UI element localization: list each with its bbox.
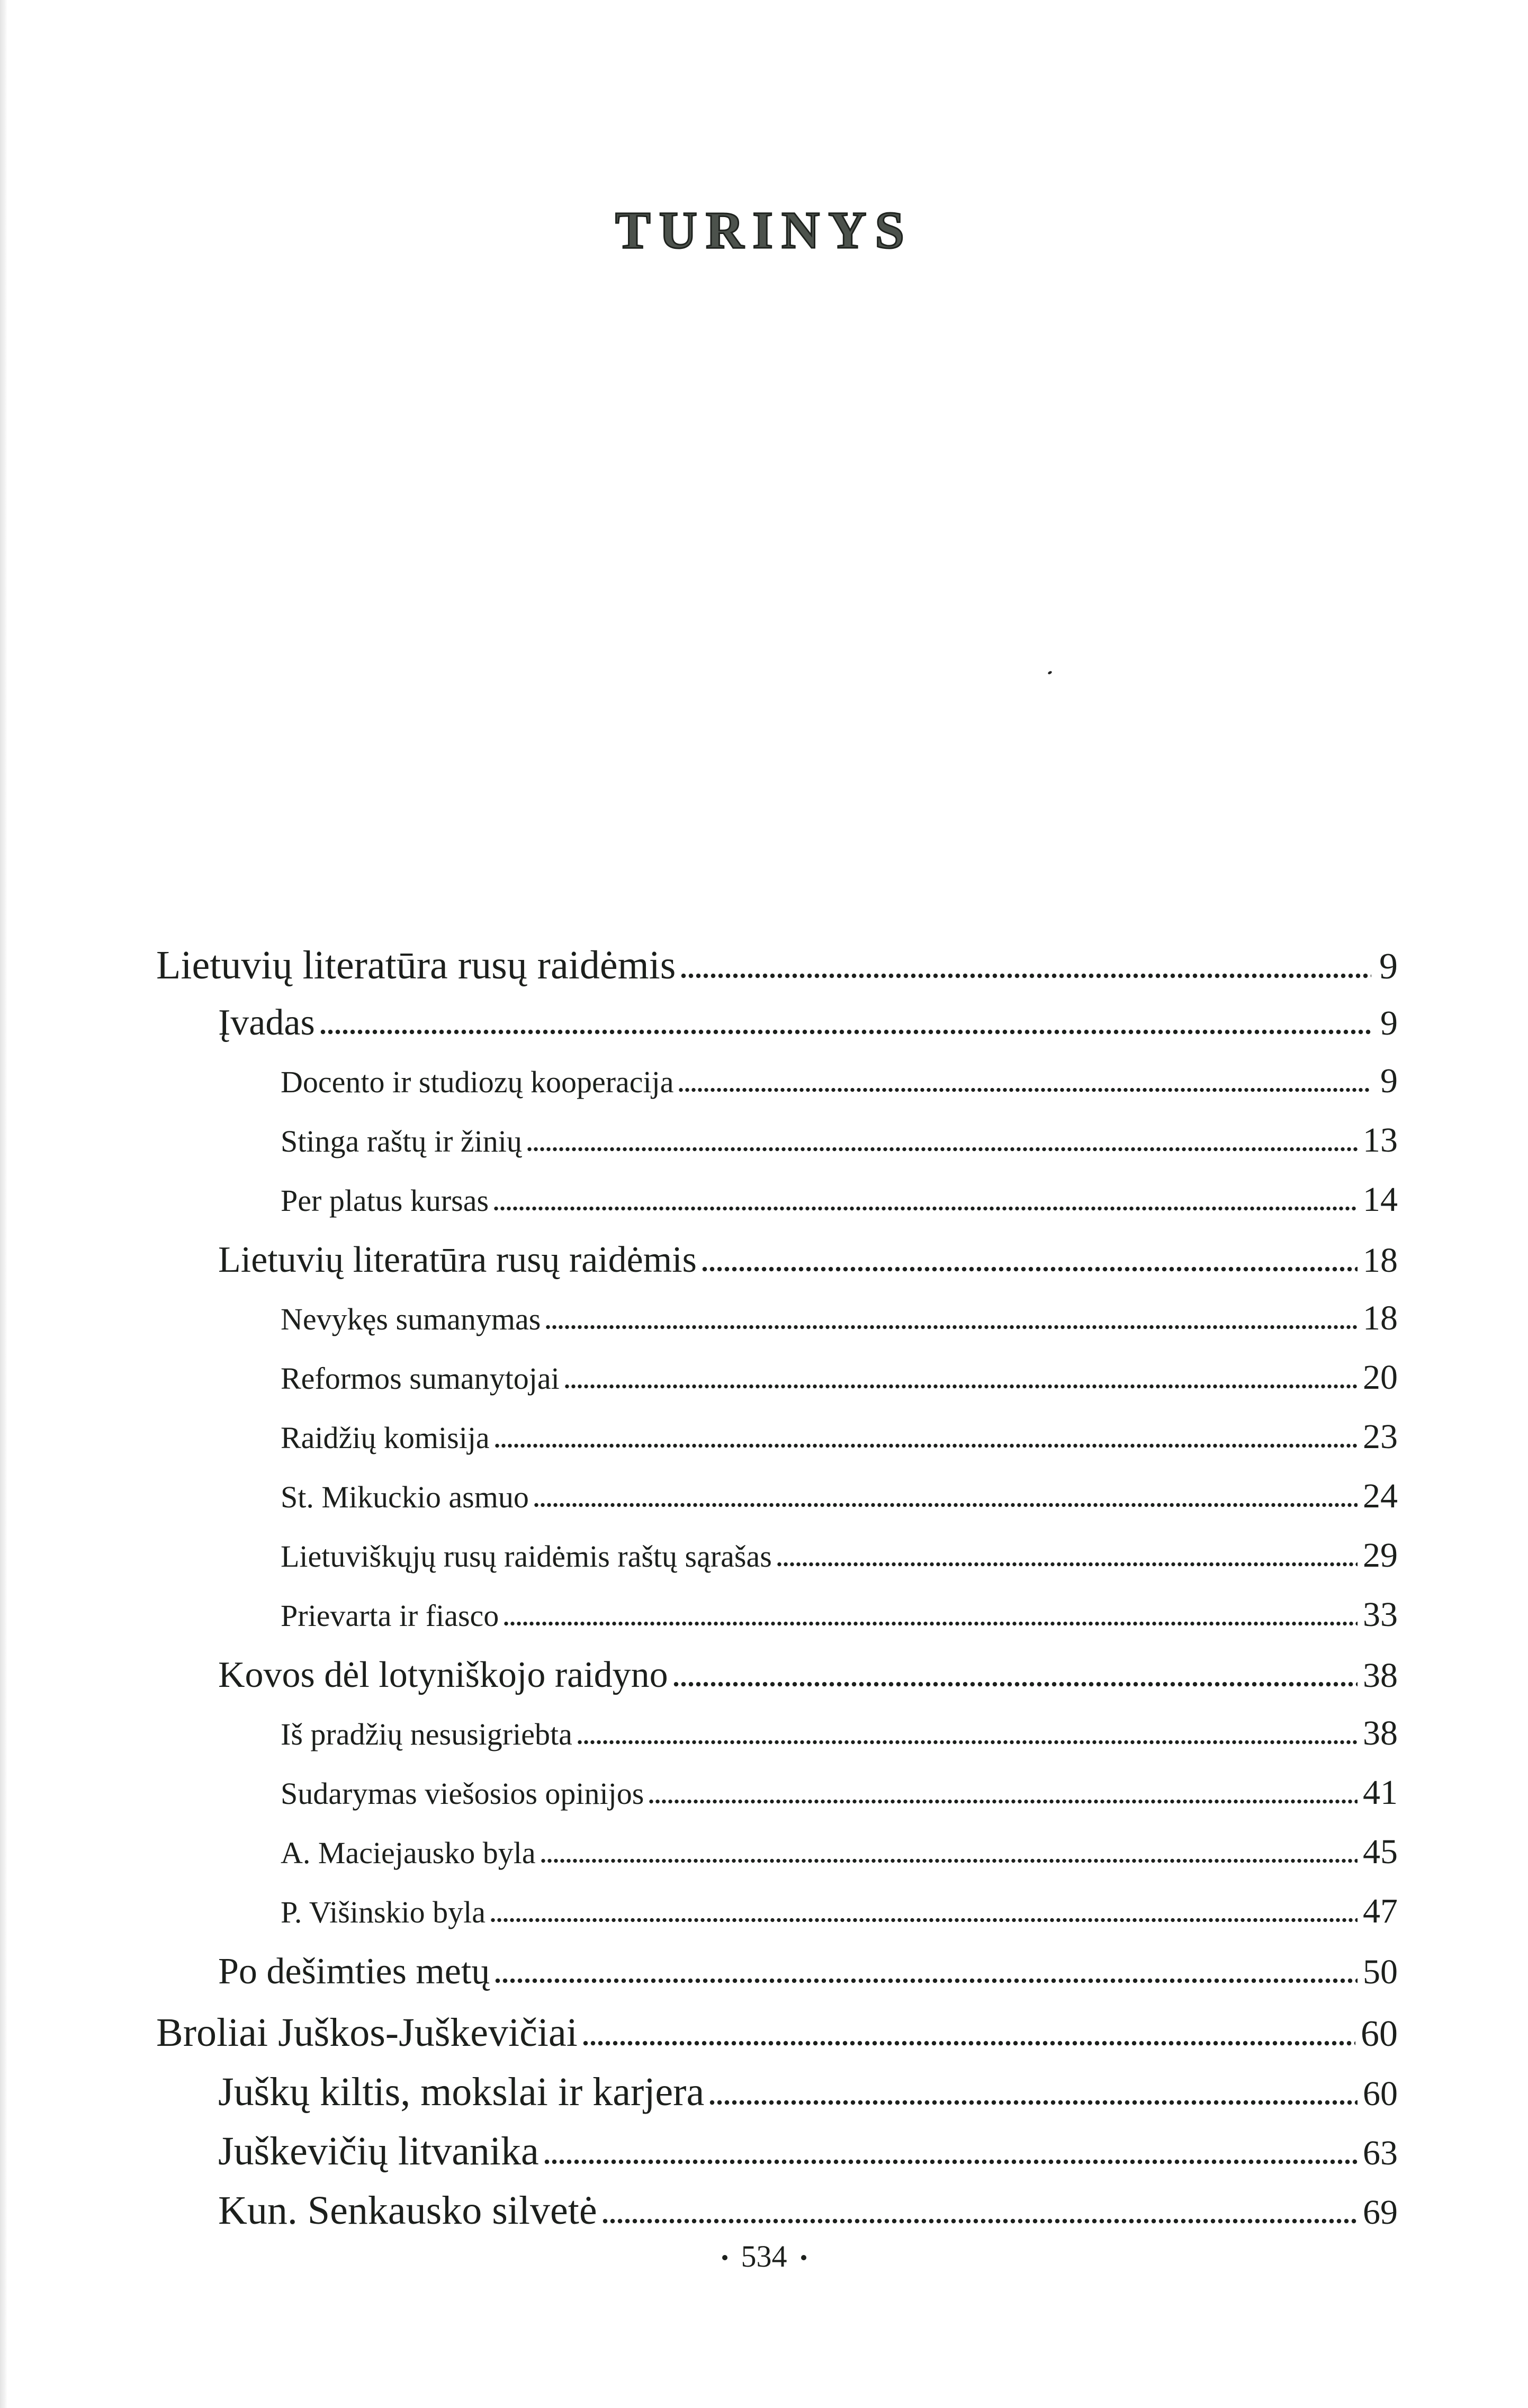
toc-entry-title: Įvadas — [218, 1002, 315, 1043]
toc-entry-page-number: 13 — [1363, 1121, 1398, 1160]
page-footer — [0, 2239, 1528, 2274]
toc-entry-page-number: 45 — [1363, 1832, 1398, 1871]
toc-entry-page-number: 47 — [1363, 1892, 1398, 1930]
toc-entry-page-number: 20 — [1363, 1358, 1398, 1397]
toc-entry-title: Raidžių komisija — [281, 1421, 490, 1455]
toc-entry[interactable] — [281, 1061, 1398, 1120]
dot-leader — [648, 1798, 1358, 1804]
toc-entry[interactable] — [281, 1120, 1398, 1180]
dot-leader — [564, 1382, 1358, 1389]
toc-entry-page-number: 41 — [1363, 1773, 1398, 1812]
toc-entry-title: Kovos dėl lotyniškojo raidyno — [218, 1655, 668, 1695]
dot-leader — [545, 1323, 1358, 1329]
toc-entry-title: Broliai Juškos-Juškevičiai — [156, 2010, 578, 2055]
dot-leader — [319, 1027, 1371, 1035]
toc-entry[interactable] — [281, 1891, 1398, 1951]
toc-entry-title: Iš pradžių nesusigriebta — [281, 1717, 572, 1751]
toc-entry[interactable] — [281, 1417, 1398, 1476]
footer-dot-right — [801, 2255, 806, 2260]
toc-entry[interactable] — [281, 1358, 1398, 1417]
toc-entry-page-number: 38 — [1363, 1656, 1398, 1695]
toc-entry[interactable] — [281, 1595, 1398, 1654]
dot-leader — [493, 1205, 1358, 1211]
toc-entry-title: Stinga raštų ir žinių — [281, 1124, 522, 1158]
toc-entry-page-number: 38 — [1363, 1714, 1398, 1753]
toc-entry-page-number: 63 — [1363, 2134, 1398, 2172]
toc-entry[interactable] — [218, 1654, 1398, 1713]
toc-entry-page-number: 24 — [1363, 1477, 1398, 1515]
dot-leader — [543, 2157, 1358, 2164]
toc-entry[interactable] — [281, 1713, 1398, 1773]
toc-entry-page-number: 60 — [1363, 2074, 1398, 2113]
dot-leader — [776, 1560, 1358, 1567]
toc-entry-page-number: 33 — [1363, 1595, 1398, 1634]
toc-entry-page-number: 60 — [1361, 2014, 1398, 2054]
dot-leader — [680, 971, 1371, 978]
toc-entry-page-number: 23 — [1363, 1417, 1398, 1456]
toc-entry-page-number: 14 — [1363, 1180, 1398, 1219]
toc-entry[interactable] — [281, 1180, 1398, 1239]
dot-leader — [526, 1145, 1358, 1152]
dot-leader — [540, 1857, 1358, 1863]
toc-entry[interactable] — [281, 1476, 1398, 1535]
toc-entry[interactable] — [281, 1773, 1398, 1832]
toc-entry-page-number: 18 — [1363, 1299, 1398, 1337]
toc-entry[interactable] — [281, 1535, 1398, 1595]
toc-entry-page-number: 9 — [1380, 1004, 1398, 1043]
toc-entry-title: Lietuvių literatūra rusų raidėmis — [218, 1239, 697, 1280]
toc-entry[interactable] — [218, 2128, 1398, 2188]
toc-entry-title: Kun. Senkausko silvetė — [218, 2188, 597, 2233]
toc-entry-title: St. Mikuckio asmuo — [281, 1480, 529, 1514]
toc-entry-title: Juškevičių litvanika — [218, 2129, 539, 2173]
toc-entry-title: Juškų kiltis, mokslai ir karjera — [218, 2070, 705, 2114]
toc-entry-page-number: 50 — [1363, 1953, 1398, 1991]
dot-leader — [577, 1738, 1358, 1745]
dot-leader — [601, 2216, 1358, 2224]
footer-dot-left — [722, 2255, 727, 2260]
toc-entry-title: Nevykęs sumanymas — [281, 1302, 541, 1336]
toc-entry[interactable] — [156, 942, 1398, 1002]
toc-entry-title: A. Maciejausko byla — [281, 1836, 536, 1870]
toc-entry-title: Docento ir studiozų kooperacija — [281, 1065, 674, 1099]
toc-entry[interactable] — [218, 2069, 1398, 2128]
dot-leader — [672, 1679, 1358, 1687]
stray-ink-mark — [1047, 670, 1052, 675]
dot-leader — [708, 2097, 1358, 2105]
toc-entry-title: Prievarta ir fiasco — [281, 1598, 499, 1633]
toc-entry-title: Per platus kursas — [281, 1183, 489, 1218]
toc-entry-page-number: 69 — [1363, 2193, 1398, 2232]
toc-entry[interactable] — [281, 1832, 1398, 1891]
toc-entry-page-number: 9 — [1380, 1062, 1398, 1100]
toc-entry[interactable] — [156, 2010, 1398, 2069]
toc-entry[interactable] — [218, 1239, 1398, 1298]
toc-entry-title: Lietuvių literatūra rusų raidėmis — [156, 943, 676, 987]
dot-leader — [582, 2038, 1355, 2046]
toc-entry-title: Po dešimties metų — [218, 1951, 490, 1992]
dot-leader — [490, 1916, 1358, 1922]
dot-leader — [503, 1620, 1358, 1626]
dot-leader — [494, 1442, 1358, 1448]
dot-leader — [678, 1086, 1371, 1092]
toc-entry[interactable] — [218, 1951, 1398, 2010]
toc-entry[interactable] — [218, 1002, 1398, 1061]
toc-entry-title: P. Višinskio byla — [281, 1895, 486, 1929]
page-title: TURINYS — [615, 201, 913, 259]
dot-leader — [701, 1264, 1358, 1272]
scan-edge — [0, 0, 7, 2408]
toc-entry-page-number: 9 — [1379, 946, 1398, 987]
dot-leader — [533, 1501, 1358, 1507]
toc-entry[interactable] — [281, 1298, 1398, 1358]
toc-entry-page-number: 29 — [1363, 1536, 1398, 1575]
toc-entry-title: Reformos sumanytojai — [281, 1361, 560, 1396]
toc-entry-page-number: 18 — [1363, 1241, 1398, 1280]
toc-entry-title: Sudarymas viešosios opinijos — [281, 1776, 644, 1811]
dot-leader — [494, 1976, 1358, 1983]
toc-entry-title: Lietuviškųjų rusų raidėmis raštų sąrašas — [281, 1539, 772, 1574]
page-number: 534 — [741, 2239, 787, 2274]
